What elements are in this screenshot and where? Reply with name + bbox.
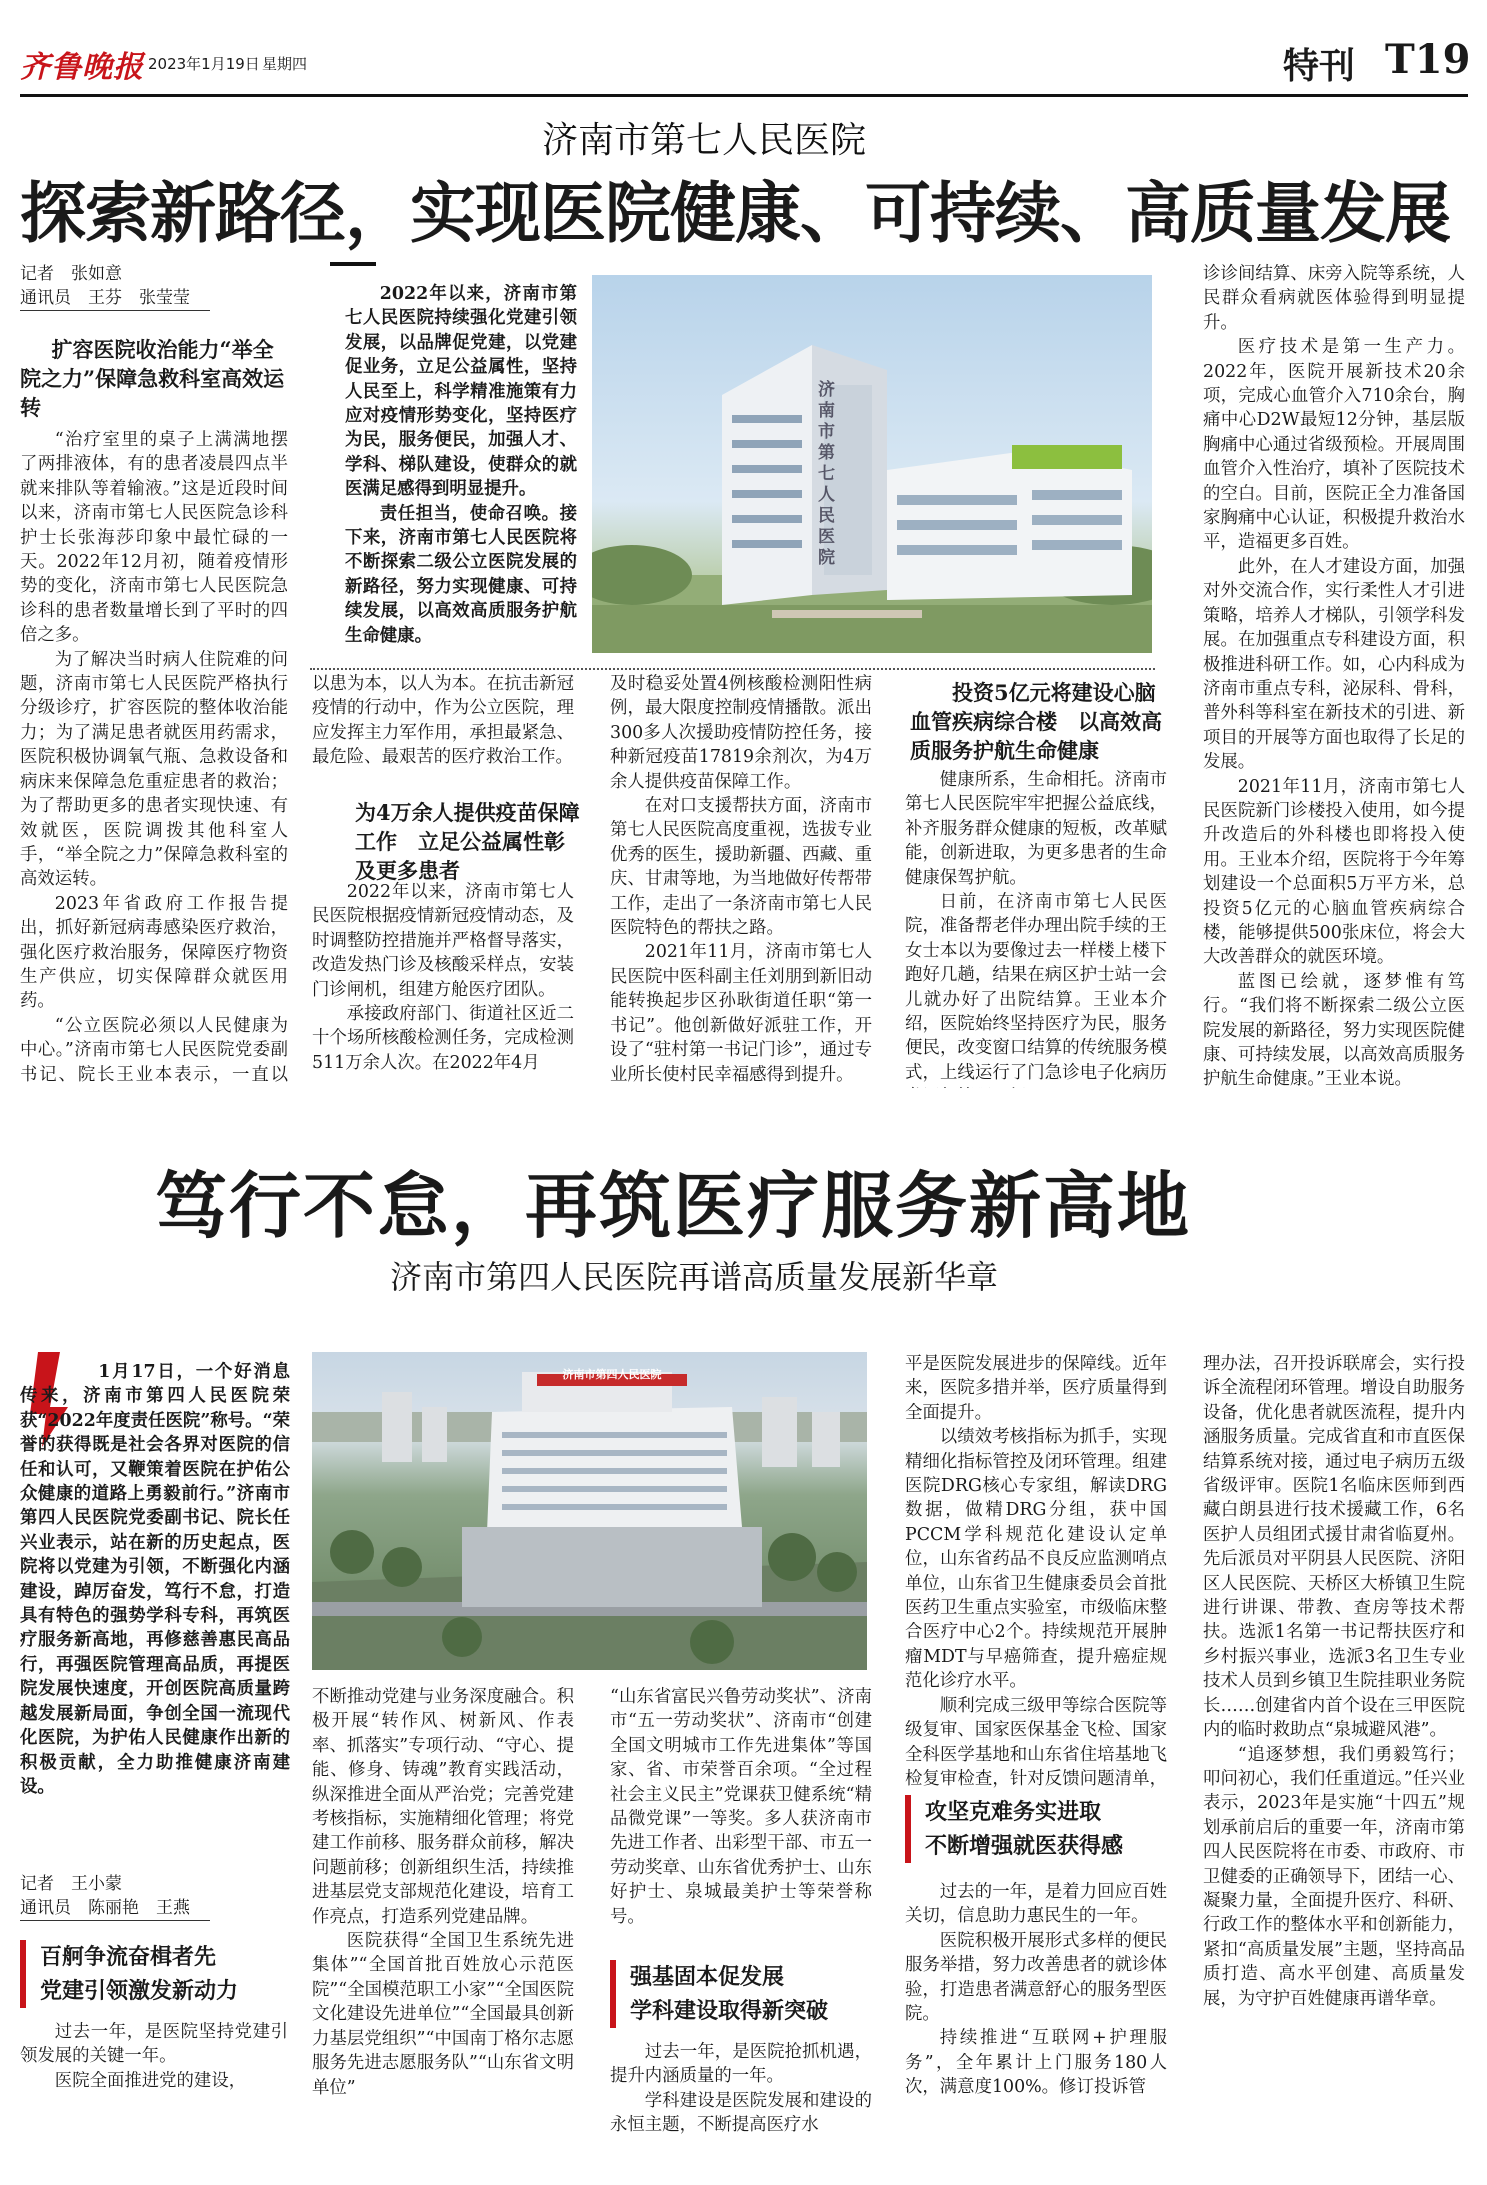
- article1-col4-heading: 投资5亿元将建设心脑血管疾病综合楼 以高效高质服务护航生命健康: [910, 680, 1162, 763]
- paragraph: 及时稳妥处置4例核酸检测阳性病例，最大限度控制疫情播散。派出300多人次援助疫情防控任务，接种新冠疫苗17819余剂次，为4万余人提供疫苗保障工作。: [610, 674, 872, 792]
- article1-col3-text: [610, 672, 872, 1087]
- paragraph: “追逐梦想，我们勇毅笃行；叩问初心，我们任重道远。”任兴业表示，2023年是实施“十四五”规划承前启后的重要一年，济南市第四人民医院将在市委、市政府、市卫健委的正确领导下，团结一心、凝聚力量，全面提升医疗、科研、行政工作的整体水平和创新能力，紧扣“高质量发展”主题，坚持高品质打造、高水平创建、高质量发展，为守护百姓健康再谱华章。: [1203, 1744, 1465, 2009]
- hospital4-aerial-image: [312, 1352, 867, 1670]
- paragraph: 为了解决当时病人住院难的问题，济南市第七人民医院严格执行分级诊疗，扩容医院的整体收治能力；为了满足患者就医用药需求，医院积极协调氧气瓶、急救设备和病床来保障急危重症患者的救治；为了帮助更多的患者实现快速、有效就医，医院调拨其他科室人手，“举全院之力”保障急救科室的高效运转。: [20, 649, 288, 890]
- paragraph: “公立医院必须以人民健康为中心。”济南市第七人民医院党委副书记、院长王业本表示，一直以: [20, 1015, 288, 1085]
- byline-reporter: 记者 张如意: [20, 264, 122, 284]
- paragraph: 医院积极开展形式多样的便民服务举措，努力改善患者的就诊体验，打造患者满意舒心的服务型医院。: [905, 1930, 1167, 2025]
- masthead-rule: [20, 94, 1468, 97]
- article2-sec3-text: [905, 1880, 1167, 2172]
- section-divider: [310, 668, 1155, 670]
- article1-col1-text: [20, 428, 288, 1088]
- paragraph: 不断推动党建与业务深度融合。积极开展“转作风、树新风、作表率、抓落实”专项行动、“守心、提能、修身、铸魂”教育实践活动，纵深推进全面从严治党；完善党建考核指标，实施精细化管理；将党建工作前移、服务群众前移，解决问题前移；创新组织生活，持续推进基层党支部规范化建设，培育工作亮点，打造系列党建品牌。: [312, 1687, 574, 1927]
- article2-lead: [20, 1360, 290, 1800]
- heading-line: 学科建设取得新突破: [630, 1998, 829, 2024]
- paragraph: 过去一年，是医院坚持党建引领发展的关键一年。: [20, 2022, 288, 2067]
- lead-paragraph: 责任担当，使命召唤。接下来，济南市第七人民医院将不断探索二级公立医院发展的新路径，努力实现健康、可持续发展，以高效高质服务护航生命健康。: [345, 503, 577, 646]
- paragraph: 2021年11月，济南市第七人民医院新门诊楼投入使用，如今提升改造后的外科楼也即将投入使用。王业本介绍，医院将于今年筹划建设一个总面积5万平方米，总投资5亿元的心脑血管疾病综合楼，能够提供500张床位，将会大大改善群众的就医环境。: [1203, 776, 1465, 968]
- newspaper-logo: 齐鲁晚报: [20, 50, 144, 85]
- article1-kicker: 济南市第七人民医院: [542, 120, 867, 161]
- paragraph: 日前，在济南市第七人民医院，准备帮老伴办理出院手续的王女士本以为要像过去一样楼上楼下跑好几趟，结果在病区护士站一会儿就办好了出院结算。王业本介绍，医院始终坚持医疗为民，服务便民，改变窗口结算的传统服务模式，上线运行了门急诊电子化病历: [905, 892, 1167, 1083]
- paragraph: 诊诊间结算、床旁入院等系统，人民群众看病就医体验得到明显提升。: [1203, 264, 1465, 333]
- paragraph: 过去的一年，是着力回应百姓关切，信息助力惠民生的一年。: [905, 1882, 1167, 1927]
- paragraph: 2021年11月，济南市第七人民医院中医科副主任刘朋到新旧动能转换起步区孙耿街道任职“第一书记”。他创新做好派驻工作，开设了“驻村第一书记门诊”，通过专业所长使村民幸福感得到提升。: [610, 942, 872, 1085]
- hospital4-illustration: [312, 1352, 867, 1670]
- lead-paragraph: 1月17日，一个好消息传来，济南市第四人民医院荣获“2022年度责任医院”称号。“荣誉的获得既是社会各界对医院的信任和认可，又鞭策着医院在护佑公众健康的道路上勇毅前行。”济南市第四人民医院党委副书记、院长任兴业表示，站在新的历史起点，医院将以党建为引领，不断强化内涵建设，踔厉奋发，笃行不怠，打造具有特色的强势学科专科，再筑医疗服务新高地，再修慈善惠民高品行，再强医院管理高品质，再提医院发展快速度，开创医院高质量跨越发展新局面，争创全国一流现代化医院，为护佑人民健康作出新的积极贡献，全力助推健康济南建设。: [20, 1362, 290, 1797]
- building-sign: 济南市第七人民医院: [818, 380, 835, 568]
- article2-col4-text: [905, 1352, 1167, 1790]
- article1-col2-text-b: [312, 880, 574, 1085]
- paragraph: 以绩效考核指标为抓手，实现精细化指标管控及闭环管理。组建医院DRG核心专家组，解读DRG数据，做精DRG分组，获中国PCCM学科规范化建设认定单位，山东省药品不良反应监测哨点单位，山东省卫生健康委员会首批医药卫生重点实验室，市级临床整合医疗中心2个。持续规范开展肿瘤MDT与早癌筛查，提升癌症规范化诊疗水平。: [905, 1427, 1167, 1692]
- article2-col3-text: [610, 1685, 872, 1955]
- issue-date: 2023年1月19日: [148, 55, 260, 73]
- paragraph: 蓝图已绘就，逐梦惟有笃行。“我们将不断探索二级公立医院发展的新路径，努力实现医院健康、可持续发展，以高效高质服务护航生命健康。”王业本说。: [1203, 971, 1465, 1088]
- paragraph: 持续推进“互联网+护理服务”，全年累计上门服务180人次，满意度100%。修订投诉管: [905, 2028, 1167, 2098]
- paragraph: 理办法，召开投诉联席会，实行投诉全流程闭环管理。增设自助服务设备，优化患者就医流程，提升内涵服务质量。完成省直和市直医保结算系统对接，通过电子病历五级省级评审。医院1名临床医师到西藏白朗县进行技术援藏工作，6名医护人员组团式援甘肃省临夏州。先后派员对平阴县人民医院、济阳区人民医院、天桥区大桥镇卫生院进行讲课、带教、查房等技术帮扶。选派1名第一书记帮扶医疗和乡村振兴事业，选派3名卫生专业技术人员到乡镇卫生院挂职业务院长……创建省内首个设在三甲医院内的临时救助点“泉城避风港”。: [1203, 1354, 1465, 1741]
- article2-headline: 笃行不怠，再筑医疗服务新高地: [155, 1163, 1192, 1248]
- article1-lead: [345, 282, 577, 654]
- article1-col4-text: [905, 768, 1167, 1088]
- hospital7-illustration: [592, 275, 1152, 653]
- section-name: 特刊: [1283, 45, 1356, 87]
- lead-paragraph: 2022年以来，济南市第七人民医院持续强化党建引领发展，以品牌促党建，以党建促业务，立足公益属性，坚持人民至上，科学精准施策有力应对疫情形势变化，坚持医疗为民，服务便民，加强人才、学科、梯队建设，使群众的就医满足感得到明显提升。: [345, 284, 577, 500]
- heading-line: 百舸争流奋楫者先: [40, 1944, 217, 1970]
- paragraph: 顺利完成三级甲等综合医院等级复审、国家医保基金飞检、国家全科医学基地和山东省住培基地飞检复审检查，针对反馈问题清单，: [905, 1695, 1167, 1789]
- paragraph: 医院全面推进党的建设，: [54, 2070, 247, 2091]
- article1-col2-heading: 为4万余人提供疫苗保障工作 立足公益属性彰及更多患者: [355, 800, 580, 883]
- heading-line: 攻坚克难务实进取: [925, 1799, 1102, 1825]
- heading-line: 党建引领激发新动力: [40, 1978, 239, 2004]
- paragraph: “治疗室里的桌子上满满地摆了两排液体，有的患者凌晨四点半就来排队等着输液。”这是近段时间以来，济南市第七人民医院急诊科护士长张海莎印象中最忙碌的一天。2022年12月初，随着疫情形势的变化，济南市第七人民医院急诊科的患者数量增长到了平时的四倍之多。: [20, 430, 288, 646]
- byline-correspondent: 通讯员 王芬 张莹莹: [20, 286, 210, 311]
- heading-line: 强基固本促发展: [630, 1964, 785, 1990]
- paragraph: 2023年省政府工作报告提出，抓好新冠病毒感染医疗救治，强化医疗救治服务，保障医疗物资生产供应，切实保障群众就医用药。: [20, 893, 288, 1012]
- byline-correspondent: 通讯员 陈丽艳 王燕: [20, 1896, 210, 1921]
- byline-reporter: 记者 王小蒙: [20, 1874, 122, 1894]
- article1-byline: [20, 262, 260, 311]
- article1-headline: 探索新路径，实现医院健康、可持续、高质量发展: [20, 174, 1450, 252]
- article2-col2-text: [312, 1685, 574, 2173]
- article1-col5-text: [1203, 262, 1465, 1088]
- paragraph: 健康所系，生命相托。济南市第七人民医院牢牢把握公益底线，补齐服务群众健康的短板，改革赋能，创新进取，为更多患者的生命健康保驾护航。: [905, 770, 1167, 888]
- hospital7-building-image: [592, 275, 1152, 653]
- article2-col5-text: [1203, 1352, 1465, 2172]
- paragraph: 医院获得“全国卫生系统先进集体”“全国首批百姓放心示范医院”“全国模范职工小家”“全国医院文化建设先进单位”“全国最具创新力基层党组织”“中国南丁格尔志愿服务先进志愿服务队”“山东省文明单位”: [312, 1931, 574, 2098]
- paragraph: 医疗技术是第一生产力。2022年，医院开展新技术20余项，完成心血管介入710余台，胸痛中心D2W最短12分钟，基层版胸痛中心通过省级预检。开展周围血管介入性治疗，填补了医院技术的空白。目前，医院正全力准备国家胸痛中心认证，积极提升救治水平，造福更多百姓。: [1203, 337, 1465, 553]
- paragraph: “山东省富民兴鲁劳动奖状”、济南市“五一劳动奖状”、济南市“创建全国文明城市工作先进集体”等国家、省、市荣誉百余项。“全过程社会主义民主”党课获卫健系统“精品微党课”一等奖。多人获济南市先进工作者、出彩型干部、市五一劳动奖章、山东省优秀护士、山东好护士、泉城最美护士等荣誉称号。: [610, 1687, 872, 1927]
- paragraph: 2022年以来，济南市第七人民医院根据疫情新冠疫情动态，及时调整防控措施并严格督导落实，改造发热门诊及核酸采样点，安装门诊闸机，组建方舱医疗团队。: [312, 882, 574, 1000]
- article1-col2-text-a: [312, 672, 574, 792]
- paragraph: 过去一年，是医院抢抓机遇，提升内涵质量的一年。: [610, 2042, 872, 2087]
- paragraph: 以患为本，以人为本。在抗击新冠疫情的行动中，作为公立医院，理应发挥主力军作用，承担最紧急、最危险、最艰苦的医疗救治工作。: [312, 674, 574, 768]
- article2-byline: [20, 1872, 280, 1921]
- heading-line: 不断增强就医获得感: [925, 1833, 1124, 1859]
- lead-rule: [330, 262, 376, 266]
- paragraph: 学科建设是医院发展和建设的永恒主题，不断提高医疗水: [610, 2090, 872, 2136]
- issue-weekday: 星期四: [262, 55, 308, 73]
- article1-col1-heading: 扩容医院收治能力“举全院之力”保障急救科室高效运转: [20, 337, 285, 420]
- paragraph: 平是医院发展进步的保障线。近年来，医院多措并举，医疗质量得到全面提升。: [905, 1354, 1167, 1423]
- article2-sec2-text: [610, 2040, 872, 2172]
- article2-subhead: 济南市第四人民医院再谱高质量发展新华章: [390, 1258, 999, 1296]
- article2-sec3-heading: [905, 1795, 1167, 1863]
- article2-sec1-heading: [20, 1940, 290, 2008]
- article2-sec2-heading: [610, 1960, 872, 2028]
- paragraph: 在对口支援帮扶方面，济南市第七人民医院高度重视，选拔专业优秀的医生，援助新疆、西藏、重庆、甘肃等地，为当地做好传帮带工作，走出了一条济南市第七人民医院特色的帮扶之路。: [610, 796, 872, 939]
- paragraph: 此外，在人才建设方面，加强对外交流合作，实行柔性人才引进策略，培养人才梯队，引领学科发展。在加强重点专科建设方面，积极推进科研工作。如，心内科成为济南市重点专科，泌尿科、骨科，普外科等科室在新技术的引进、新项目的开展等方面也取得了长足的发展。: [1203, 556, 1465, 773]
- hospital4-sign: 济南市第四人民医院: [562, 1368, 662, 1381]
- article2-sec1-text: [20, 2020, 288, 2170]
- paragraph: 承接政府部门、街道社区近二十个场所核酸检测任务，完成检测511万余人次。在2022年4月: [312, 1004, 574, 1073]
- page-number: T19: [1385, 36, 1471, 83]
